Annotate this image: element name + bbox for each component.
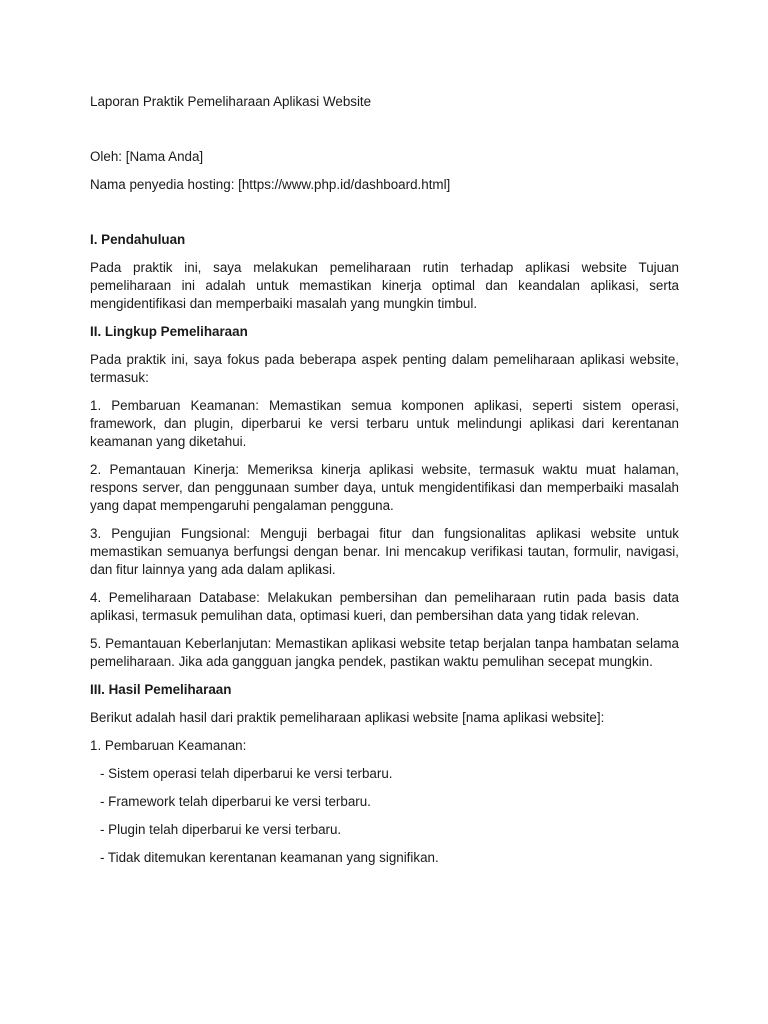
document-title: Laporan Praktik Pemeliharaan Aplikasi Website bbox=[90, 94, 372, 109]
section-heading-results: III. Hasil Pemeliharaan bbox=[90, 682, 232, 697]
scope-item-4: 4. Pemeliharaan Database: Melakukan pembersihan dan pemeliharaan rutin pada basis data aplikasi, termasuk pemulihan data, optimasi kueri, dan pembersihan data yang tidak relevan. bbox=[90, 590, 679, 623]
scope-paragraph: Pada praktik ini, saya fokus pada beberapa aspek penting dalam pemeliharaan aplikasi website, termasuk: bbox=[90, 352, 679, 385]
results-bullet-4: - Tidak ditemukan kerentanan keamanan yang signifikan. bbox=[100, 850, 439, 865]
results-bullet-2: - Framework telah diperbarui ke versi terbaru. bbox=[100, 794, 371, 809]
author-line: Oleh: [Nama Anda] bbox=[90, 149, 204, 164]
section-heading-scope: II. Lingkup Pemeliharaan bbox=[90, 324, 248, 339]
results-paragraph: Berikut adalah hasil dari praktik pemeliharaan aplikasi website [nama aplikasi website]: bbox=[90, 710, 605, 725]
results-subheading: 1. Pembaruan Keamanan: bbox=[90, 738, 247, 753]
results-bullet-1: - Sistem operasi telah diperbarui ke versi terbaru. bbox=[100, 766, 393, 781]
scope-item-1: 1. Pembaruan Keamanan: Memastikan semua komponen aplikasi, seperti sistem operasi, framework, dan plugin, diperbarui ke versi terbaru untuk melindungi aplikasi dari kerentanan keamanan yang diketahui. bbox=[90, 398, 679, 449]
scope-item-2: 2. Pemantauan Kinerja: Memeriksa kinerja aplikasi website, termasuk waktu muat halaman, respons server, dan penggunaan sumber daya, untuk mengidentifikasi dan memperbaiki masalah yang dapat mempengaruhi pengalaman pengguna. bbox=[90, 462, 679, 513]
section-heading-intro: I. Pendahuluan bbox=[90, 232, 186, 247]
scope-item-5: 5. Pemantauan Keberlanjutan: Memastikan aplikasi website tetap berjalan tanpa hambatan selama pemeliharaan. Jika ada gangguan jangka pendek, pastikan waktu pemulihan secepat mungkin. bbox=[90, 636, 679, 669]
results-bullet-3: - Plugin telah diperbarui ke versi terbaru. bbox=[100, 822, 342, 837]
document-page bbox=[90, 93, 679, 877]
scope-item-3: 3. Pengujian Fungsional: Menguji berbagai fitur dan fungsionalitas aplikasi website untuk memastikan semuanya berfungsi dengan benar. Ini mencakup verifikasi tautan, formulir, navigasi, dan fitur lainnya yang ada dalam aplikasi. bbox=[90, 526, 679, 577]
hosting-line: Nama penyedia hosting: [https://www.php.id/dashboard.html] bbox=[90, 177, 451, 192]
intro-paragraph: Pada praktik ini, saya melakukan pemeliharaan rutin terhadap aplikasi website Tujuan pemeliharaan ini adalah untuk memastikan kinerja optimal dan keandalan aplikasi, serta mengidentifikasi dan memperbaiki masalah yang mungkin timbul. bbox=[90, 260, 679, 311]
